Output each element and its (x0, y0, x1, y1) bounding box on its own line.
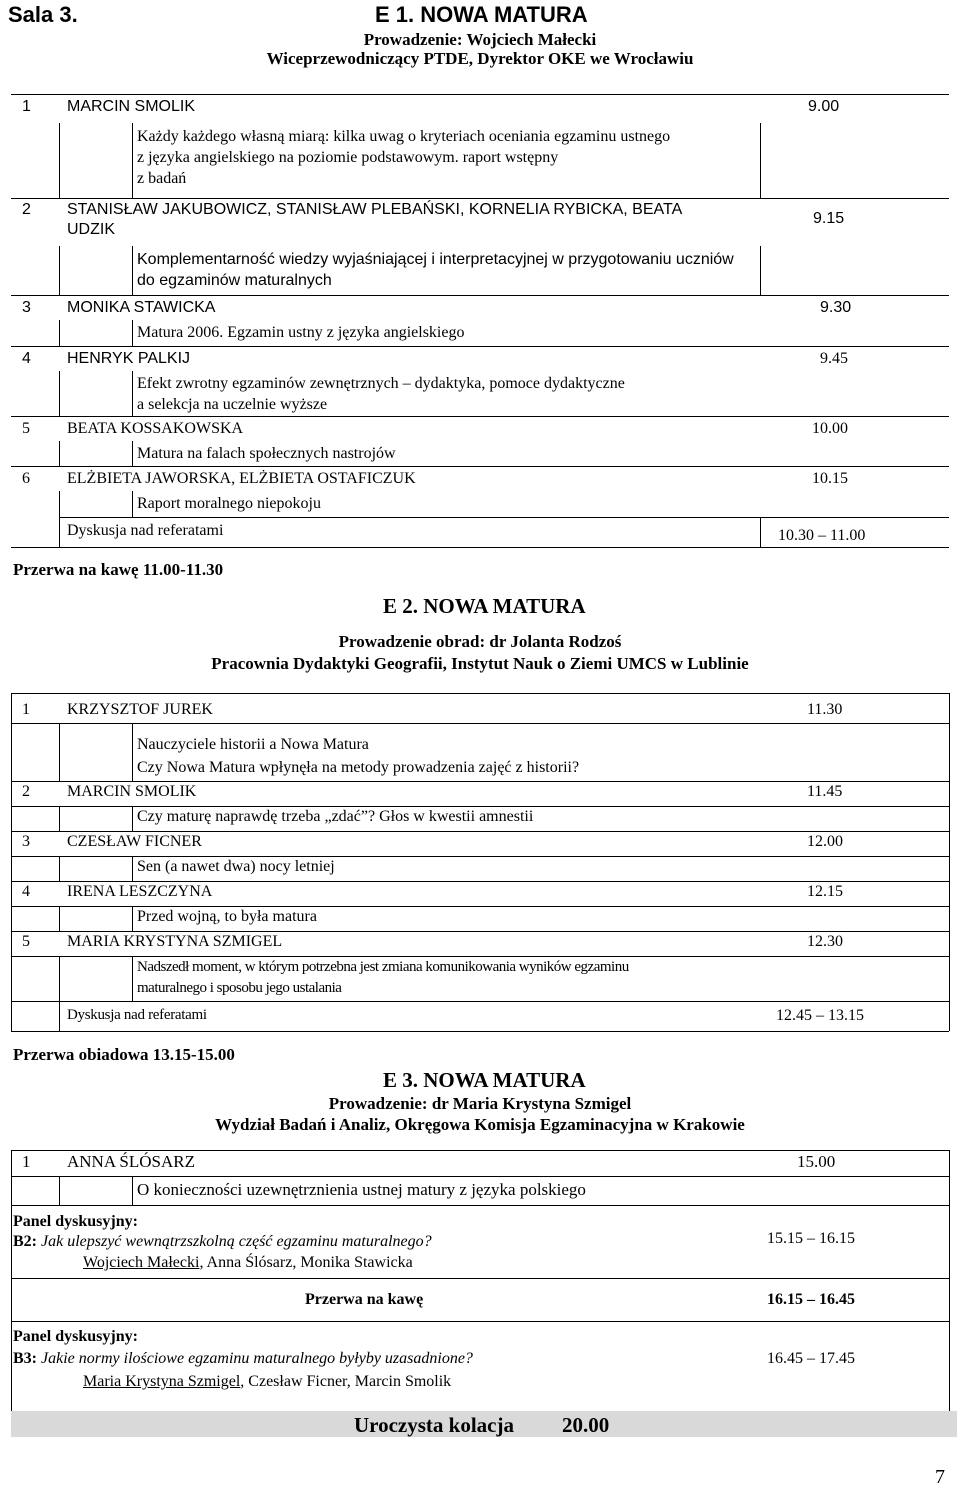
speaker-name: KRZYSZTOF JUREK (67, 701, 213, 718)
table-row-number: 4 (22, 883, 30, 900)
discussion-label: Dyskusja nad referatami (67, 1007, 207, 1023)
talk-time: 11.30 (807, 701, 843, 718)
speaker-name: CZESŁAW FICNER (67, 833, 202, 850)
table-row-number: 5 (22, 420, 30, 437)
talk-time: 12.00 (807, 833, 843, 850)
talk-time: 9.45 (820, 350, 848, 367)
talk-title: Matura na falach społecznych nastrojów (137, 445, 396, 462)
talk-time: 15.00 (797, 1152, 836, 1171)
table-row-number: 1 (22, 1152, 31, 1171)
talk-title: Komplementarność wiedzy wyjaśniającej i interpretacyjnej w przygotowaniu uczniów (137, 251, 734, 268)
speaker-name: HENRYK PALKIJ (67, 350, 191, 367)
talk-time: 10.15 (812, 470, 848, 487)
talk-title: Przed wojną, to była matura (137, 908, 317, 925)
talk-title-cont: Czy Nowa Matura wpłynęła na metody prowadzenia zajęć z historii? (137, 759, 580, 776)
table-row-number: 2 (22, 783, 30, 800)
table-row-number: 3 (22, 299, 31, 316)
room-label: Sala 3. (8, 2, 78, 27)
panel-code: B3: (13, 1350, 37, 1367)
page-number: 7 (935, 1466, 945, 1488)
coffee-break-time: 16.15 – 16.45 (767, 1291, 855, 1308)
session-e3-lead: Prowadzenie: dr Maria Krystyna Szmigel (328, 1094, 632, 1113)
talk-title: Nauczyciele historii a Nowa Matura (137, 736, 369, 753)
table-row-number: 1 (22, 98, 31, 115)
talk-title: Efekt zwrotny egzaminów zewnętrznych – dydaktyka, pomoce dydaktyczne (137, 375, 625, 392)
table-row-number: 5 (22, 933, 30, 950)
talk-time: 11.45 (807, 783, 843, 800)
session-e2-title: E 2. NOWA MATURA (383, 594, 586, 618)
talk-title: Raport moralnego niepokoju (137, 495, 321, 512)
panel-question: Jak ulepszyć wewnątrzszkolną część egzaminu maturalnego? (41, 1233, 432, 1250)
talk-title: Czy maturę naprawdę trzeba „zdać”? Głos w kwestii amnestii (137, 808, 534, 825)
talk-time: 12.15 (807, 883, 843, 900)
talk-time: 9.00 (808, 98, 840, 115)
session-e3-institution: Wydział Badań i Analiz, Okręgowa Komisja Egzaminacyjna w Krakowie (215, 1115, 745, 1134)
panel-label: Panel dyskusyjny: (13, 1213, 138, 1230)
talk-time: 10.00 (812, 420, 848, 437)
speaker-name: MONIKA STAWICKA (67, 299, 216, 316)
table-row-number: 1 (22, 701, 30, 718)
table-row-number: 4 (22, 350, 31, 367)
speaker-name: BEATA KOSSAKOWSKA (67, 420, 244, 437)
panel-time: 15.15 – 16.15 (767, 1230, 855, 1247)
panel-label: Panel dyskusyjny: (13, 1328, 138, 1345)
talk-title-cont: z języka angielskiego na poziomie podstawowym. raport wstępny (137, 149, 559, 166)
session-e2-institution: Pracownia Dydaktyki Geografii, Instytut Nauk o Ziemi UMCS w Lublinie (211, 654, 749, 673)
panel-moderator: Maria Krystyna Szmigel (83, 1373, 241, 1390)
talk-title: Każdy każdego własną miarą: kilka uwag o kryteriach oceniania egzaminu ustnego (137, 128, 671, 145)
speaker-name: IRENA LESZCZYNA (67, 883, 213, 900)
talk-time: 9.30 (820, 299, 852, 316)
table-row-number: 3 (22, 833, 30, 850)
session-e1-role: Wiceprzewodniczący PTDE, Dyrektor OKE we Wrocławiu (266, 49, 694, 68)
speaker-name-cont: UDZIK (67, 221, 115, 238)
panel-question: Jakie normy ilościowe egzaminu maturalnego byłyby uzasadnione? (41, 1350, 473, 1367)
talk-title: Nadszedł moment, w którym potrzebna jest zmiana komunikowania wyników egzaminu (137, 959, 629, 975)
discussion-time: 10.30 – 11.00 (778, 527, 866, 544)
table-row-number: 2 (22, 201, 31, 218)
discussion-time: 12.45 – 13.15 (776, 1007, 864, 1024)
talk-title-cont: maturalnego i sposobu jego ustalania (137, 980, 342, 996)
session-e1-lead: Prowadzenie: Wojciech Małecki (363, 30, 597, 49)
panel-code: B2: (13, 1233, 37, 1250)
coffee-break-label: Przerwa na kawę (305, 1291, 424, 1308)
session-e2-lead: Prowadzenie obrad: dr Jolanta Rodzoś (338, 632, 622, 651)
talk-time: 9.15 (813, 210, 845, 227)
talk-title-cont: z badań (137, 170, 187, 187)
speaker-name: ANNA ŚLÓSARZ (67, 1152, 195, 1171)
banquet-time: 20.00 (562, 1413, 610, 1437)
talk-title: Sen (a nawet dwa) nocy letniej (137, 858, 335, 875)
table-row-number: 6 (22, 470, 30, 487)
panel-moderator: Wojciech Małecki (83, 1254, 200, 1271)
talk-title-cont: a selekcja na uczelnie wyższe (137, 396, 328, 413)
speaker-name: MARCIN SMOLIK (67, 98, 196, 115)
session-e3-title: E 3. NOWA MATURA (383, 1068, 586, 1092)
talk-title: Matura 2006. Egzamin ustny z języka angielskiego (137, 324, 465, 341)
speaker-name: STANISŁAW JAKUBOWICZ, STANISŁAW PLEBAŃSKI, KORNELIA RYBICKA, BEATA (67, 201, 683, 218)
speaker-name: MARIA KRYSTYNA SZMIGEL (67, 933, 283, 950)
banquet-label: Uroczysta kolacja (354, 1413, 514, 1437)
talk-title-cont: do egzaminów maturalnych (137, 272, 332, 289)
coffee-break-label: Przerwa na kawę 11.00-11.30 (13, 560, 224, 579)
panel-time: 16.45 – 17.45 (767, 1350, 855, 1367)
panel-participants: , Anna Ślósarz, Monika Stawicka (199, 1254, 413, 1271)
talk-title: O konieczności uzewnętrznienia ustnej matury z języka polskiego (137, 1180, 586, 1199)
panel-participants: , Czesław Ficner, Marcin Smolik (240, 1373, 452, 1390)
lunch-break-label: Przerwa obiadowa 13.15-15.00 (13, 1045, 235, 1064)
talk-time: 12.30 (807, 933, 843, 950)
session-e1-title: E 1. NOWA MATURA (375, 2, 588, 27)
discussion-label: Dyskusja nad referatami (67, 522, 224, 539)
speaker-name: ELŻBIETA JAWORSKA, ELŻBIETA OSTAFICZUK (67, 470, 416, 487)
speaker-name: MARCIN SMOLIK (67, 783, 197, 800)
